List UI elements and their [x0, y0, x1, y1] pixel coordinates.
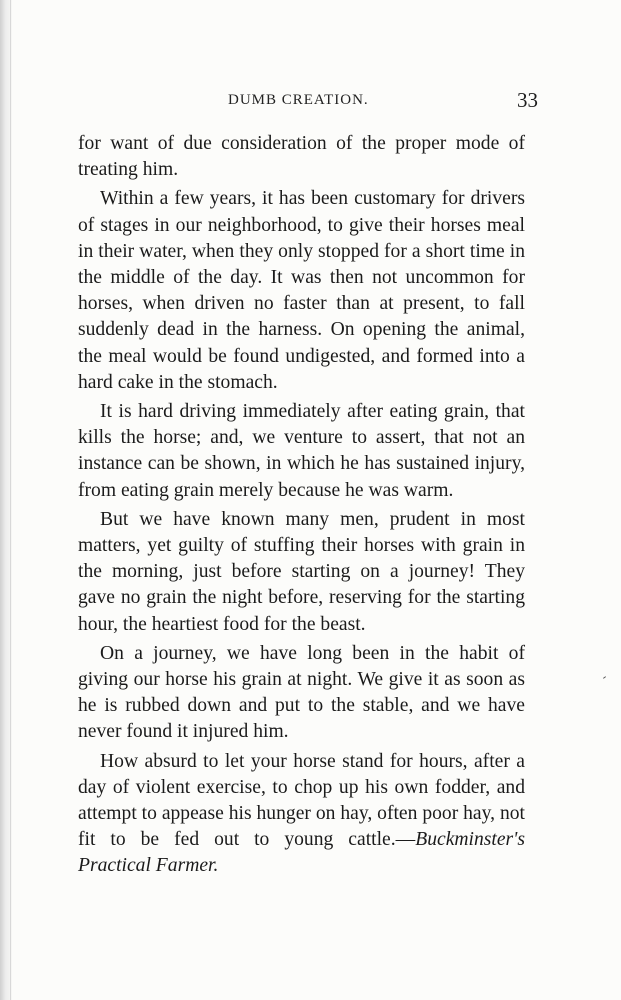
source-citation: Buckminster's Practical Farmer.: [78, 829, 525, 877]
body-text: [78, 131, 525, 880]
paragraph-2: Within a few years, it has been customary for drivers of stages in our neighborhood, to give their horses meal in their water, when they only stopped for a short time in the middle of the day. It was then not uncommon for horses, when driven no faster than at present, to fall suddenly dead in the harness. On opening the animal, the meal would be found undigested, and formed into a hard cake in the stomach.: [78, 188, 525, 393]
gutter-line: [10, 0, 11, 1000]
paragraph-6: [78, 749, 525, 880]
paragraph-4: But we have known many men, prudent in most matters, yet guilty of stuffing their horses with grain in the morning, just before starting on a journey! They gave no grain the night before, reserving for the starting hour, the heartiest food for the beast.: [78, 508, 525, 635]
paragraph-1: for want of due consideration of the proper mode of treating him.: [78, 133, 525, 181]
margin-mark: [603, 676, 606, 679]
paragraph-6-text: How absurd to let your horse stand for hours, after a day of violent exercise, to chop up his own fodder, and attempt to appease his hunger on hay, often poor hay, not fit to be fed out to young cattle.—: [78, 750, 525, 851]
paragraph-5: On a journey, we have long been in the habit of giving our horse his grain at night. We give it as soon as he is rubbed down and put to the stable, and we have never found it injured him.: [78, 642, 525, 743]
page-header: [78, 88, 538, 114]
page-number: 33: [517, 88, 538, 112]
running-head: DUMB CREATION.: [228, 92, 369, 108]
paragraph-3: It is hard driving immediately after eating grain, that kills the horse; and, we venture to assert, that not an instance can be shown, in which he has sustained injury, from eating grain merely because he was warm.: [78, 401, 525, 501]
